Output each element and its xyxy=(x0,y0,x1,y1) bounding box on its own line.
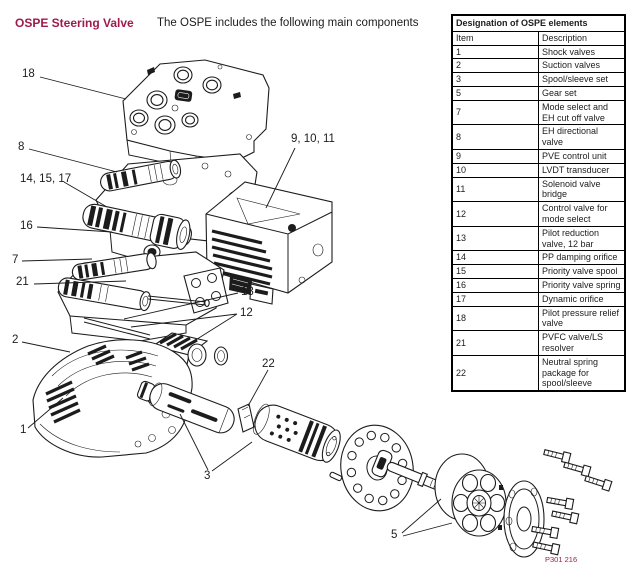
callout-13: 13 xyxy=(241,286,254,298)
part-sleeve xyxy=(249,400,344,466)
item-cell: 11 xyxy=(452,177,539,202)
part-bolts xyxy=(531,447,612,555)
item-cell: 2 xyxy=(452,59,539,73)
callout-3: 3 xyxy=(204,470,211,482)
item-cell: 15 xyxy=(452,265,539,279)
item-cell: 12 xyxy=(452,202,539,227)
item-cell: 14 xyxy=(452,251,539,265)
callout-1: 1 xyxy=(20,424,27,436)
table-title-row xyxy=(452,15,625,31)
item-cell: 18 xyxy=(452,306,539,331)
callout-12: 12 xyxy=(240,307,253,319)
part-top-cover xyxy=(123,60,269,169)
description-cell: Pilot reduction valve, 12 bar xyxy=(539,226,626,251)
description-cell: Priority valve spring xyxy=(539,278,626,292)
item-cell: 13 xyxy=(452,226,539,251)
description-cell: PP damping orifice xyxy=(539,251,626,265)
item-cell: 22 xyxy=(452,355,539,391)
description-cell: Pilot pressure relief valve xyxy=(539,306,626,331)
description-cell: Solenoid valve bridge xyxy=(539,177,626,202)
description-cell: LVDT transducer xyxy=(539,163,626,177)
callout-14-15-17: 14, 15, 17 xyxy=(20,173,72,185)
item-cell: 3 xyxy=(452,73,539,87)
callout-5: 5 xyxy=(391,529,398,541)
description-cell: Spool/sleeve set xyxy=(539,73,626,87)
page-title: OSPE Steering Valve xyxy=(15,16,134,30)
callout-8: 8 xyxy=(18,141,25,153)
description-cell: Neutral spring package for spool/sleeve xyxy=(539,355,626,391)
description-cell: PVFC valve/LS resolver xyxy=(539,331,626,356)
item-cell: 1 xyxy=(452,45,539,59)
item-column-header: Item xyxy=(452,31,539,45)
description-cell: PVE control unit xyxy=(539,149,626,163)
callout-22: 22 xyxy=(262,358,275,370)
part-pve-control-unit xyxy=(206,182,332,304)
item-cell: 7 xyxy=(452,100,539,125)
description-column-header: Description xyxy=(539,31,626,45)
description-cell: Dynamic orifice xyxy=(539,292,626,306)
part-valve-section-b xyxy=(57,252,228,341)
item-cell: 8 xyxy=(452,125,539,150)
item-cell: 17 xyxy=(452,292,539,306)
callout-16: 16 xyxy=(20,220,33,232)
callout-9-10-11: 9, 10, 11 xyxy=(291,133,335,145)
table-title: Designation of OSPE elements xyxy=(452,15,625,31)
figure-code: P301 216 xyxy=(545,555,578,564)
callout-2: 2 xyxy=(12,334,19,346)
page-subtitle: The OSPE includes the following main components xyxy=(157,17,419,29)
part-pin xyxy=(329,472,342,482)
description-cell: Mode select and EH cut off valve xyxy=(539,100,626,125)
callout-7: 7 xyxy=(12,254,19,266)
item-cell: 10 xyxy=(452,163,539,177)
item-cell: 5 xyxy=(452,86,539,100)
item-cell: 16 xyxy=(452,278,539,292)
description-cell: Gear set xyxy=(539,86,626,100)
part-neutral-spring xyxy=(238,404,254,432)
description-cell: Shock valves xyxy=(539,45,626,59)
item-cell: 21 xyxy=(452,331,539,356)
description-cell: EH directional valve xyxy=(539,125,626,150)
description-cell: Suction valves xyxy=(539,59,626,73)
exploded-view-diagram xyxy=(0,40,634,576)
part-gerotor-star xyxy=(435,454,506,536)
description-cell: Priority valve spool xyxy=(539,265,626,279)
callout-18: 18 xyxy=(22,68,35,80)
description-cell: Control valve for mode select xyxy=(539,202,626,227)
callout-21: 21 xyxy=(16,276,29,288)
item-cell: 9 xyxy=(452,149,539,163)
